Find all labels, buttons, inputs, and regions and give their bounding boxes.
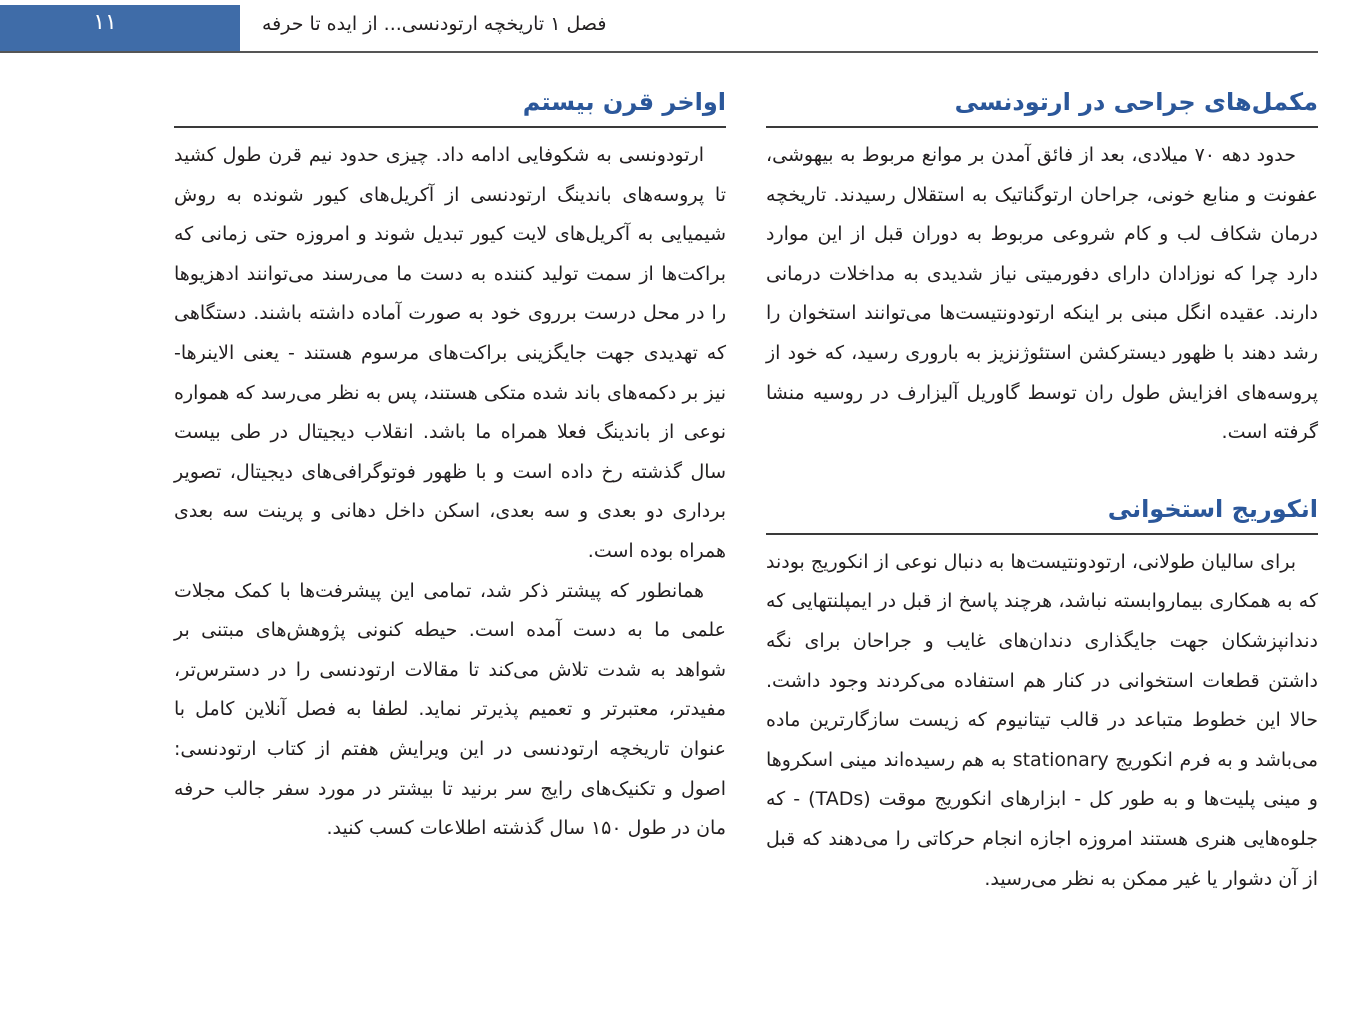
section-heading-surgical-adjuncts: مکمل‌های جراحی در ارتودنسی [766,82,1318,128]
section-heading-bone-anchorage: انکوریج استخوانی [766,489,1318,535]
running-title: فصل ۱ تاریخچه ارتودنسی... از ایده تا حرفه [262,13,607,35]
paragraph-bone-anchorage: برای سالیان طولانی، ارتودونتیست‌ها به دنبال نوعی از انکوریج بودند که به همکاری بیماروابسته نباشد، هرچند پاسخ از قبل در ایمپلنتهایی که دندانپزشکان جهت جایگذاری دندان‌های غایب و جراحان برای نگه داشتن قطعات استخوانی در کنار هم استفاده می‌کردند وجود داشت. حالا این خطوط متباعد در قالب تیتانیوم که زیست سازگارترین ماده می‌باشد و به فرم انکوریج stationary به هم رسیده‌اند مینی اسکروها و مینی پلیت‌ها و به طور کل - ابزارهای انکوریج موقت (TADs) - که جلوه‌هایی هنری هستند امروزه اجازه انجام حرکاتی را می‌دهند که قبل از آن دشوار یا غیر ممکن به نظر می‌رسید. [766,550,1318,890]
paragraph-surgical-adjuncts: حدود دهه ۷۰ میلادی، بعد از فائق آمدن بر موانع مربوط به بیهوشی، عفونت و منابع خونی، جراحان ارتوگناتیک به استقلال رسیدند. تاریخچه درمان شکاف لب و کام شروعی مربوط به دوران قبل از این موارد دارد چرا که نوزادان دارای دفورمیتی نیاز شدیدی به مداخلات درمانی دارند. عقیده انگل مبنی بر اینکه ارتودونتیست‌ها می‌توانند استخوان را رشد دهند با ظهور دیسترکشن استئوژنزیز به باروری رسید، که خود از پروسه‌های افزایش طول ران توسط گاوریل آلیزارف در روسیه منشا گرفته است. [766,144,1318,444]
right-column [766,82,1318,899]
section-heading-late-twentieth-century: اواخر قرن بیستم [174,82,726,128]
paragraph-late-twentieth-century-1: ارتودونسی به شکوفایی ادامه داد. چیزی حدود نیم قرن طول کشید تا پروسه‌های باندینگ ارتودنسی از آکریل‌های کیور شونده به روش شیمیایی به آکریل‌های لایت کیور تبدیل شوند و امروزه حتی زمانی که براکت‌ها از سمت تولید کننده به دست ما می‌رسند می‌توانند ادهزیوها را در محل درست برروی خود به صورت آماده داشته باشند. دستگاهی که تهدیدی جهت جایگزینی براکت‌های مرسوم هستند - یعنی الاینرها- نیز بر دکمه‌های باند شده متکی هستند، پس به نظر می‌رسد که همواره نوعی از باندینگ فعلا همراه ما باشد. انقلاب دیجیتال در طی بیست سال گذشته رخ داده است و با ظهور فوتوگرافی‌های دیجیتال، تصویر برداری دو بعدی و سه بعدی، اسکن داخل دهانی و پرینت سه بعدی همراه بوده است. [174,144,726,562]
page-number: ۱۱ [93,10,117,35]
left-column [174,82,726,849]
header-divider [0,51,1318,53]
paragraph-late-twentieth-century-2: همانطور که پیشتر ذکر شد، تمامی این پیشرفت‌ها با کمک مجلات علمی ما به دست آمده است. حیطه کنونی پژوهش‌های مبتنی بر شواهد به شدت تلاش می‌کند تا مقالات ارتودنسی را در دسترس‌تر، مفیدتر، معتبرتر و تعمیم پذیرتر نماید. لطفا به فصل آنلاین کامل با عنوان تاریخچه ارتودنسی در این ویرایش هفتم از کتاب ارتودنسی: اصول و تکنیک‌های رایج سر برنید تا بیشتر در مورد سفر جالب حرفه مان در طول ۱۵۰ سال گذشته اطلاعات کسب کنید. [174,579,726,840]
page-header [0,0,1363,52]
page-number-box [0,5,240,52]
